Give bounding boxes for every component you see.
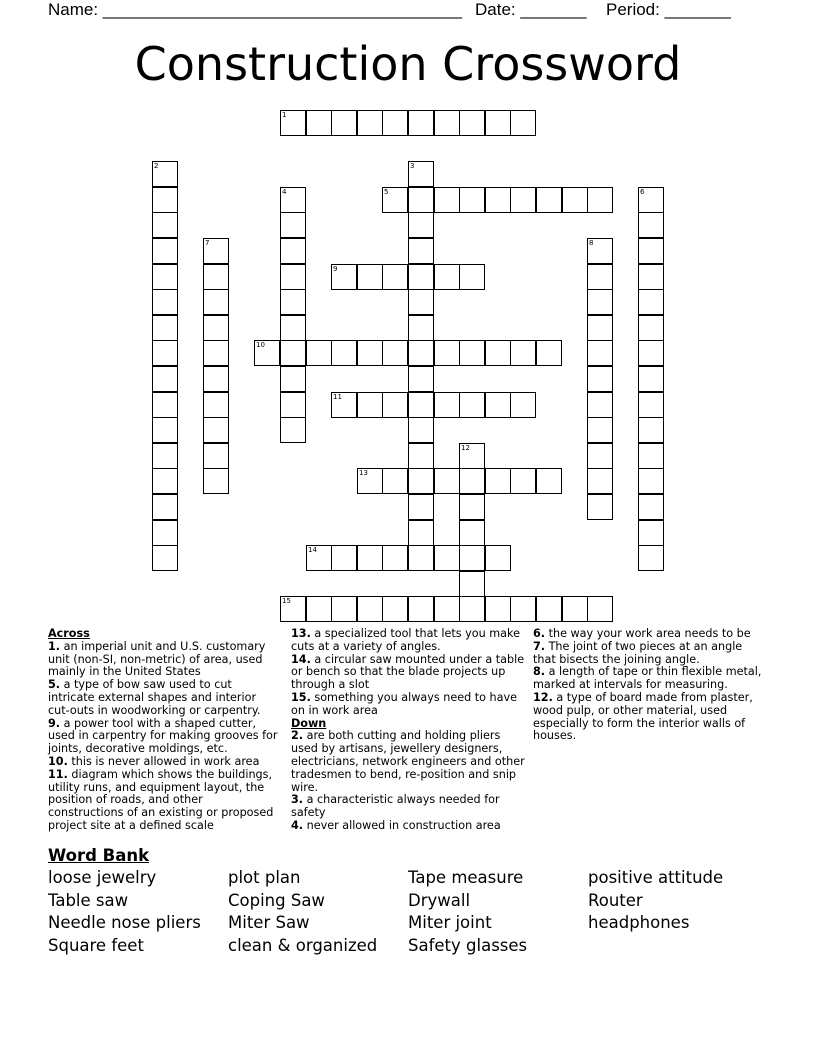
grid-cell[interactable] bbox=[280, 110, 306, 136]
grid-cell[interactable] bbox=[536, 340, 562, 366]
down-heading: Down bbox=[291, 716, 327, 730]
grid-cell[interactable] bbox=[152, 417, 178, 443]
grid-cell[interactable] bbox=[152, 468, 178, 494]
grid-cell[interactable] bbox=[434, 468, 460, 494]
grid-cell[interactable] bbox=[382, 264, 408, 290]
grid-cell[interactable] bbox=[587, 264, 613, 290]
word-bank-item: clean & organized bbox=[228, 936, 378, 956]
grid-cell[interactable] bbox=[152, 212, 178, 238]
grid-cell[interactable] bbox=[382, 340, 408, 366]
grid-cell[interactable] bbox=[587, 494, 613, 520]
clue-text: a circular saw mounted under a table or bench so that the blade projects up through a slot bbox=[291, 652, 525, 692]
grid-cell[interactable] bbox=[306, 545, 332, 571]
word-bank-item: Square feet bbox=[48, 936, 144, 956]
grid-cell[interactable] bbox=[510, 392, 536, 418]
grid-cell[interactable] bbox=[408, 315, 434, 341]
grid-cell[interactable] bbox=[152, 238, 178, 264]
clue-number: 5. bbox=[48, 678, 61, 692]
word-bank-item: headphones bbox=[588, 913, 690, 933]
word-bank-item: Safety glasses bbox=[408, 936, 528, 956]
clue-number: 2. bbox=[291, 729, 304, 743]
clue-number-label: 4 bbox=[282, 188, 287, 196]
grid-cell[interactable] bbox=[408, 520, 434, 546]
grid-cell[interactable] bbox=[203, 366, 229, 392]
grid-cell[interactable] bbox=[357, 596, 383, 622]
grid-cell[interactable] bbox=[459, 443, 485, 469]
grid-cell[interactable] bbox=[203, 340, 229, 366]
word-bank-item: Router bbox=[588, 890, 643, 910]
grid-cell[interactable] bbox=[434, 110, 460, 136]
clue-number-label: 1 bbox=[282, 111, 287, 119]
grid-cell[interactable] bbox=[280, 417, 306, 443]
grid-cell[interactable] bbox=[459, 520, 485, 546]
word-bank-item: Coping Saw bbox=[228, 890, 325, 910]
grid-cell[interactable] bbox=[408, 545, 434, 571]
grid-cell[interactable] bbox=[587, 315, 613, 341]
grid-cell[interactable] bbox=[587, 366, 613, 392]
clue-text: a power tool with a shaped cutter, used in carpentry for making grooves for joints, decorative moldings, etc. bbox=[48, 716, 278, 756]
word-bank-item: positive attitude bbox=[588, 868, 724, 887]
grid-cell[interactable] bbox=[587, 443, 613, 469]
grid-cell[interactable] bbox=[408, 264, 434, 290]
clue-number-label: 6 bbox=[640, 188, 645, 196]
grid-cell[interactable] bbox=[152, 494, 178, 520]
grid-cell[interactable] bbox=[638, 494, 664, 520]
grid-cell[interactable] bbox=[638, 392, 664, 418]
grid-cell[interactable] bbox=[357, 545, 383, 571]
grid-cell[interactable] bbox=[203, 468, 229, 494]
grid-cell[interactable] bbox=[254, 340, 280, 366]
grid-cell[interactable] bbox=[280, 366, 306, 392]
down-clue bbox=[533, 666, 763, 692]
clue-number-label: 15 bbox=[282, 597, 291, 605]
grid-cell[interactable] bbox=[331, 392, 357, 418]
grid-cell[interactable] bbox=[459, 596, 485, 622]
clues-column-1 bbox=[48, 628, 280, 833]
grid-cell[interactable] bbox=[510, 596, 536, 622]
grid-cell[interactable] bbox=[280, 212, 306, 238]
grid-cell[interactable] bbox=[638, 289, 664, 315]
grid-cell[interactable] bbox=[459, 187, 485, 213]
clue-text: a characteristic always needed for safety bbox=[291, 793, 500, 820]
across-clue bbox=[291, 628, 527, 654]
grid-cell[interactable] bbox=[152, 520, 178, 546]
grid-cell[interactable] bbox=[408, 417, 434, 443]
grid-cell[interactable] bbox=[357, 392, 383, 418]
grid-cell[interactable] bbox=[203, 315, 229, 341]
clue-text: The joint of two pieces at an angle that bisects the joining angle. bbox=[533, 639, 743, 666]
clue-text: a specialized tool that lets you make cuts at a variety of angles. bbox=[291, 627, 520, 653]
grid-cell[interactable] bbox=[408, 187, 434, 213]
grid-cell[interactable] bbox=[382, 110, 408, 136]
clues-column-2 bbox=[291, 628, 527, 833]
clue-number-label: 2 bbox=[154, 162, 159, 170]
grid-cell[interactable] bbox=[280, 264, 306, 290]
grid-cell[interactable] bbox=[408, 596, 434, 622]
grid-cell[interactable] bbox=[638, 520, 664, 546]
clues-column-3 bbox=[533, 628, 763, 743]
grid-cell[interactable] bbox=[203, 264, 229, 290]
clue-number-label: 14 bbox=[308, 546, 317, 554]
grid-cell[interactable] bbox=[152, 392, 178, 418]
across-heading: Across bbox=[48, 627, 90, 640]
grid-cell[interactable] bbox=[331, 340, 357, 366]
grid-cell[interactable] bbox=[510, 187, 536, 213]
grid-cell[interactable] bbox=[459, 494, 485, 520]
clue-number: 3. bbox=[291, 793, 304, 807]
across-clue bbox=[291, 692, 527, 718]
grid-cell[interactable] bbox=[152, 340, 178, 366]
grid-cell[interactable] bbox=[587, 417, 613, 443]
word-bank-item: Needle nose pliers bbox=[48, 913, 201, 933]
word-bank-item: Drywall bbox=[408, 890, 471, 910]
grid-cell[interactable] bbox=[485, 110, 511, 136]
grid-cell[interactable] bbox=[306, 110, 332, 136]
clue-number: 15. bbox=[291, 690, 311, 704]
grid-cell[interactable] bbox=[638, 366, 664, 392]
clue-number: 11. bbox=[48, 767, 68, 781]
grid-cell[interactable] bbox=[485, 468, 511, 494]
grid-cell[interactable] bbox=[408, 212, 434, 238]
grid-cell[interactable] bbox=[408, 494, 434, 520]
grid-cell[interactable] bbox=[434, 187, 460, 213]
clue-number: 13. bbox=[291, 627, 311, 640]
grid-cell[interactable] bbox=[306, 596, 332, 622]
grid-cell[interactable] bbox=[485, 596, 511, 622]
clue-number-label: 13 bbox=[359, 469, 368, 477]
clue-number-label: 11 bbox=[333, 393, 342, 401]
grid-cell[interactable] bbox=[357, 264, 383, 290]
grid-cell[interactable] bbox=[434, 340, 460, 366]
grid-cell[interactable] bbox=[459, 110, 485, 136]
grid-cell[interactable] bbox=[152, 289, 178, 315]
grid-cell[interactable] bbox=[638, 187, 664, 213]
grid-cell[interactable] bbox=[587, 187, 613, 213]
grid-cell[interactable] bbox=[357, 468, 383, 494]
clue-text: the way your work area needs to be bbox=[545, 627, 751, 640]
grid-cell[interactable] bbox=[638, 315, 664, 341]
clue-text: a type of board made from plaster, wood pulp, or other material, used especially to form the interior walls of houses. bbox=[533, 690, 753, 743]
grid-cell[interactable] bbox=[203, 238, 229, 264]
grid-cell[interactable] bbox=[408, 289, 434, 315]
grid-cell[interactable] bbox=[459, 340, 485, 366]
grid-cell[interactable] bbox=[382, 187, 408, 213]
clue-number: 10. bbox=[48, 754, 68, 768]
across-clue bbox=[291, 654, 527, 692]
clue-text: a length of tape or thin flexible metal, marked at intervals for measuring. bbox=[533, 665, 762, 692]
grid-cell[interactable] bbox=[280, 340, 306, 366]
grid-cell[interactable] bbox=[638, 340, 664, 366]
grid-cell[interactable] bbox=[434, 545, 460, 571]
grid-cell[interactable] bbox=[434, 392, 460, 418]
grid-cell[interactable] bbox=[280, 289, 306, 315]
clue-number: 7. bbox=[533, 639, 546, 653]
grid-cell[interactable] bbox=[152, 443, 178, 469]
grid-cell[interactable] bbox=[408, 110, 434, 136]
word-bank-item: plot plan bbox=[228, 868, 301, 887]
grid-cell[interactable] bbox=[408, 443, 434, 469]
clue-number-label: 10 bbox=[256, 341, 265, 349]
clue-number: 4. bbox=[291, 818, 304, 832]
word-bank-item: Miter joint bbox=[408, 913, 492, 933]
word-bank-item: Miter Saw bbox=[228, 913, 310, 933]
clue-number: 8. bbox=[533, 665, 546, 679]
down-clue bbox=[533, 692, 763, 743]
clue-text: are both cutting and holding pliers used by artisans, jewellery designers, electricians, network engineers and other tradesmen to bend, re-position and snip wire. bbox=[291, 729, 525, 794]
clue-text: something you always need to have on in work area bbox=[291, 690, 518, 717]
across-clue bbox=[48, 679, 280, 717]
grid-cell[interactable] bbox=[459, 545, 485, 571]
grid-cell[interactable] bbox=[562, 596, 588, 622]
grid-cell[interactable] bbox=[536, 187, 562, 213]
word-bank-title: Word Bank bbox=[48, 846, 150, 865]
clue-number-label: 8 bbox=[589, 239, 594, 247]
grid-cell[interactable] bbox=[408, 392, 434, 418]
grid-cell[interactable] bbox=[587, 468, 613, 494]
grid-cell[interactable] bbox=[587, 289, 613, 315]
grid-cell[interactable] bbox=[331, 110, 357, 136]
grid-cell[interactable] bbox=[638, 264, 664, 290]
clue-text: never allowed in construction area bbox=[303, 818, 501, 832]
clue-number: 12. bbox=[533, 690, 553, 704]
clue-number-label: 3 bbox=[410, 162, 415, 170]
grid-cell[interactable] bbox=[152, 366, 178, 392]
grid-cell[interactable] bbox=[459, 264, 485, 290]
clue-number-label: 9 bbox=[333, 265, 338, 273]
clue-number: 6. bbox=[533, 627, 546, 640]
grid-cell[interactable] bbox=[562, 187, 588, 213]
word-bank-item: Tape measure bbox=[408, 868, 524, 887]
grid-cell[interactable] bbox=[408, 366, 434, 392]
grid-cell[interactable] bbox=[459, 571, 485, 597]
grid-cell[interactable] bbox=[331, 545, 357, 571]
grid-cell[interactable] bbox=[638, 545, 664, 571]
grid-cell[interactable] bbox=[203, 443, 229, 469]
grid-cell[interactable] bbox=[485, 392, 511, 418]
grid-cell[interactable] bbox=[587, 238, 613, 264]
across-clue bbox=[48, 769, 280, 833]
grid-cell[interactable] bbox=[152, 161, 178, 187]
grid-cell[interactable] bbox=[331, 264, 357, 290]
grid-cell[interactable] bbox=[485, 340, 511, 366]
grid-cell[interactable] bbox=[152, 264, 178, 290]
grid-cell[interactable] bbox=[638, 417, 664, 443]
page-title: Construction Crossword bbox=[134, 37, 682, 91]
grid-cell[interactable] bbox=[152, 187, 178, 213]
clue-text: an imperial unit and U.S. customary unit (non-SI, non-metric) of area, used mainly in the United States bbox=[48, 639, 266, 679]
clue-number-label: 7 bbox=[205, 239, 210, 247]
clue-text: this is never allowed in work area bbox=[67, 754, 260, 768]
word-bank-item: Table saw bbox=[48, 890, 129, 910]
grid-cell[interactable] bbox=[536, 596, 562, 622]
grid-cell[interactable] bbox=[408, 238, 434, 264]
grid-cell[interactable] bbox=[152, 315, 178, 341]
grid-cell[interactable] bbox=[357, 110, 383, 136]
grid-cell[interactable] bbox=[382, 545, 408, 571]
grid-cell[interactable] bbox=[510, 340, 536, 366]
grid-cell[interactable] bbox=[510, 468, 536, 494]
grid-cell[interactable] bbox=[280, 392, 306, 418]
grid-cell[interactable] bbox=[587, 596, 613, 622]
grid-cell[interactable] bbox=[152, 545, 178, 571]
grid-cell[interactable] bbox=[434, 596, 460, 622]
across-clue bbox=[48, 641, 280, 679]
clue-number-label: 5 bbox=[384, 188, 389, 196]
name-field[interactable]: Name: ______________________________________ bbox=[48, 0, 463, 19]
grid-cell[interactable] bbox=[459, 392, 485, 418]
grid-cell[interactable] bbox=[536, 468, 562, 494]
across-clue bbox=[48, 718, 280, 756]
grid-cell[interactable] bbox=[280, 238, 306, 264]
clue-text: diagram which shows the buildings, utility runs, and equipment layout, the position of roads, and other constructions of an existing or proposed project site at a defined scale bbox=[48, 767, 274, 832]
word-bank-item: loose jewelry bbox=[48, 868, 157, 887]
grid-cell[interactable] bbox=[587, 392, 613, 418]
clue-number: 1. bbox=[48, 639, 61, 653]
clue-number: 9. bbox=[48, 716, 61, 730]
grid-cell[interactable] bbox=[382, 596, 408, 622]
grid-cell[interactable] bbox=[280, 315, 306, 341]
clue-number-label: 12 bbox=[461, 444, 470, 452]
clue-text: a type of bow saw used to cut intricate external shapes and interior cut-outs in woodworking or carpentry. bbox=[48, 678, 261, 717]
grid-cell[interactable] bbox=[638, 468, 664, 494]
grid-cell[interactable] bbox=[408, 340, 434, 366]
grid-cell[interactable] bbox=[203, 417, 229, 443]
grid-cell[interactable] bbox=[306, 340, 332, 366]
grid-cell[interactable] bbox=[638, 443, 664, 469]
grid-cell[interactable] bbox=[331, 596, 357, 622]
grid-cell[interactable] bbox=[587, 340, 613, 366]
grid-cell[interactable] bbox=[382, 392, 408, 418]
date-field[interactable]: Date: _______ bbox=[475, 0, 587, 19]
grid-cell[interactable] bbox=[408, 468, 434, 494]
grid-cell[interactable] bbox=[638, 212, 664, 238]
down-clue bbox=[533, 641, 763, 667]
grid-cell[interactable] bbox=[510, 110, 536, 136]
grid-cell[interactable] bbox=[203, 392, 229, 418]
grid-cell[interactable] bbox=[485, 187, 511, 213]
grid-cell[interactable] bbox=[280, 187, 306, 213]
grid-cell[interactable] bbox=[280, 596, 306, 622]
clue-number: 14. bbox=[291, 652, 311, 666]
down-clue bbox=[291, 794, 527, 820]
grid-cell[interactable] bbox=[408, 161, 434, 187]
grid-cell[interactable] bbox=[357, 340, 383, 366]
grid-cell[interactable] bbox=[485, 545, 511, 571]
period-field[interactable]: Period: _______ bbox=[606, 0, 731, 19]
grid-cell[interactable] bbox=[203, 289, 229, 315]
grid-cell[interactable] bbox=[459, 468, 485, 494]
grid-cell[interactable] bbox=[382, 468, 408, 494]
grid-cell[interactable] bbox=[638, 238, 664, 264]
down-clue bbox=[291, 820, 527, 833]
down-clue bbox=[291, 730, 527, 794]
grid-cell[interactable] bbox=[434, 264, 460, 290]
